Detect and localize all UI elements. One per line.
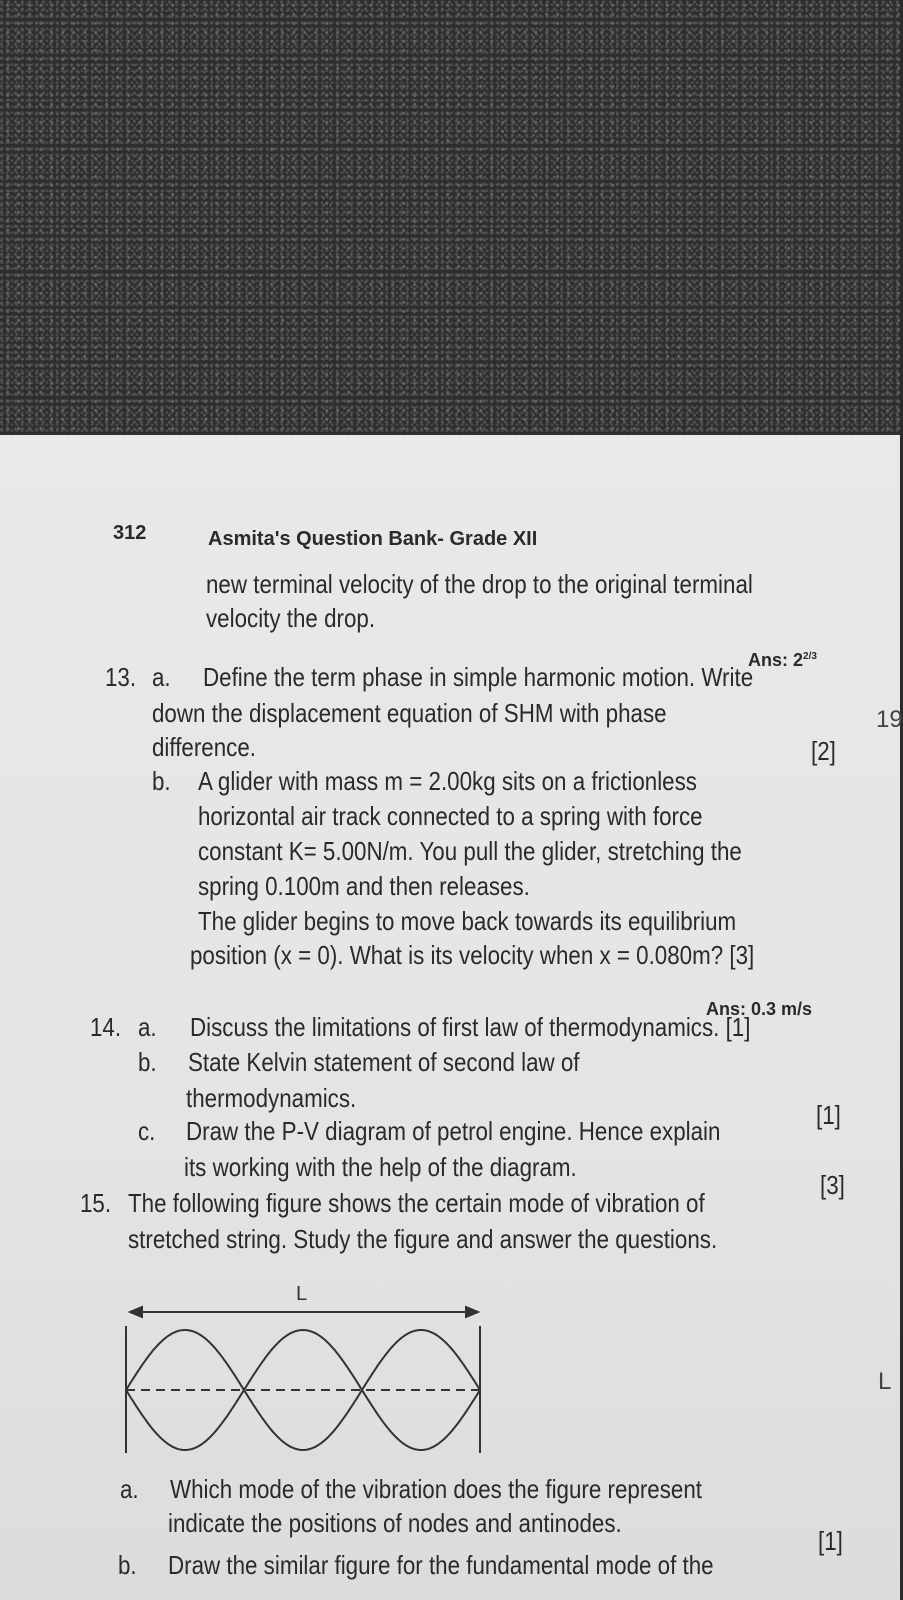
page-number: 312: [113, 522, 147, 544]
part-label: c.: [138, 1116, 156, 1146]
carryover-line: velocity the drop.: [206, 603, 376, 633]
marks: [3]: [820, 1170, 845, 1200]
question-text: indicate the positions of nodes and antinodes.: [168, 1508, 622, 1538]
question-text: Discuss the limitations of first law of thermodynamics. [1]: [190, 1012, 751, 1042]
question-text: Draw the P-V diagram of petrol engine. Hence explain: [186, 1116, 721, 1146]
question-number: 15.: [80, 1188, 112, 1218]
arrow-head-right: [466, 1307, 478, 1317]
question-text: constant K= 5.00N/m. You pull the glider, stretching the: [198, 836, 742, 866]
length-label: L: [296, 1283, 308, 1305]
answer-text: Ans: 0.3 m/s: [706, 999, 813, 1019]
question-text: The following figure shows the certain mode of vibration of: [128, 1188, 705, 1218]
edge-text: 19: [876, 706, 903, 733]
question-text: The glider begins to move back towards its equilibrium: [198, 906, 737, 936]
carryover-line: new terminal velocity of the drop to the original terminal: [206, 569, 753, 599]
marks: [1]: [816, 1100, 841, 1130]
question-text: A glider with mass m = 2.00kg sits on a frictionless: [198, 766, 697, 796]
book-title: Asmita's Question Bank- Grade XII: [208, 528, 538, 550]
part-label: b.: [152, 766, 171, 796]
part-label: b.: [138, 1047, 157, 1077]
question-text: difference.: [152, 732, 257, 762]
question-text: Draw the similar figure for the fundamental mode of the: [168, 1550, 714, 1580]
edge-text: L: [878, 1368, 892, 1395]
standing-wave-figure: [118, 1268, 498, 1458]
answer-text: Ans: $2^{2/3}$: [748, 650, 817, 670]
part-label: a.: [152, 662, 171, 692]
question-text: Which mode of the vibration does the figure represent: [170, 1474, 702, 1504]
marks: [1]: [818, 1526, 843, 1556]
background-surface: [0, 0, 900, 460]
question-text: down the displacement equation of SHM with phase: [152, 698, 667, 728]
marks: [2]: [811, 736, 836, 766]
question-text: its working with the help of the diagram.: [184, 1152, 577, 1182]
question-number: 13.: [105, 662, 137, 692]
question-number: 14.: [90, 1012, 122, 1042]
question-text: State Kelvin statement of second law of: [188, 1047, 580, 1077]
question-text: position (x = 0). What is its velocity when x = 0.080m? [3]: [190, 940, 755, 970]
part-label: a.: [120, 1474, 139, 1504]
part-label: b.: [118, 1550, 137, 1580]
part-label: a.: [138, 1012, 157, 1042]
question-text: Define the term phase in simple harmonic motion. Write: [203, 662, 754, 692]
arrow-head-left: [130, 1307, 142, 1317]
question-text: stretched string. Study the figure and answer the questions.: [128, 1224, 718, 1254]
question-text: horizontal air track connected to a spring with force: [198, 801, 703, 831]
question-text: thermodynamics.: [186, 1083, 357, 1113]
question-text: spring 0.100m and then releases.: [198, 871, 530, 901]
